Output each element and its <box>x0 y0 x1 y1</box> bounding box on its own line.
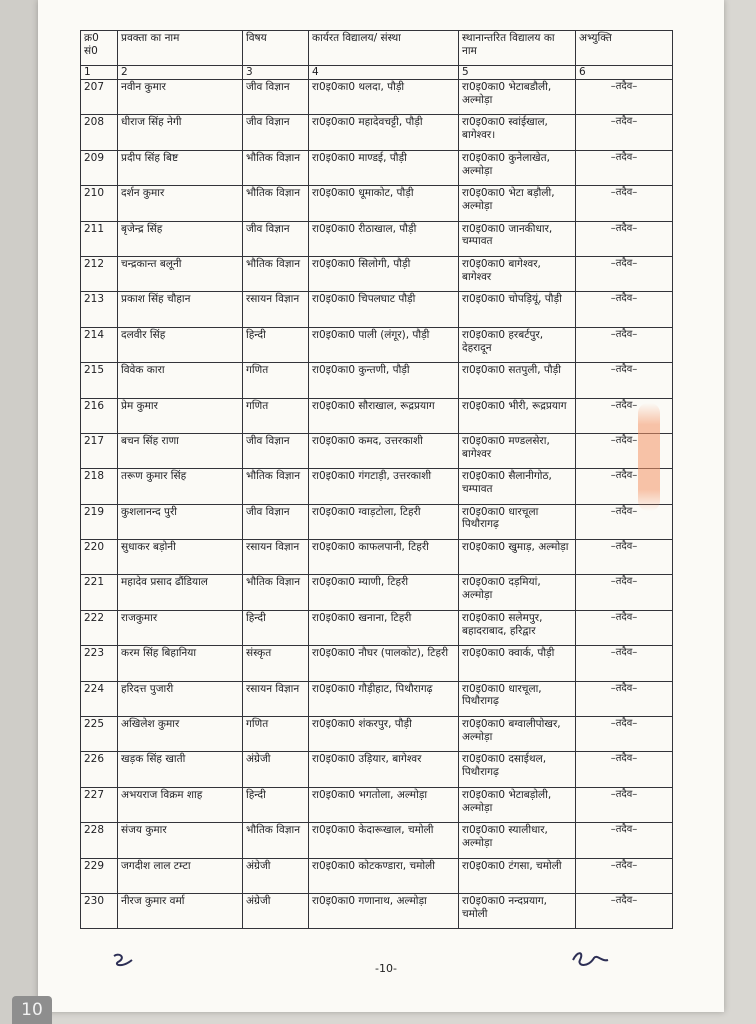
cell-transferred-school: रा0इ0का0 धारचूला, पिथौरागढ़ <box>459 681 576 716</box>
cell-remark: –तदैव– <box>576 115 673 150</box>
cell-current-school: रा0इ0का0 नौघर (पालकोट), टिहरी <box>309 646 459 681</box>
cell-name: जगदीश लाल टम्टा <box>118 858 243 893</box>
cell-subject: रसायन विज्ञान <box>243 540 309 575</box>
cell-current-school: रा0इ0का0 रीठाखाल, पौड़ी <box>309 221 459 256</box>
header-remarks: अभ्युक्ति <box>576 31 673 66</box>
cell-subject: अंग्रेजी <box>243 893 309 928</box>
cell-transferred-school: रा0इ0का0 चोपड़ियूं, पौड़ी <box>459 292 576 327</box>
cell-transferred-school: रा0इ0का0 स्यालीधार, अल्मोड़ा <box>459 823 576 858</box>
cell-subject: भौतिक विज्ञान <box>243 186 309 221</box>
header-name: प्रवक्ता का नाम <box>118 31 243 66</box>
cell-name: चन्द्रकान्त बलूनी <box>118 256 243 291</box>
cell-sno: 223 <box>81 646 118 681</box>
cell-current-school: रा0इ0का0 महादेवचट्टी, पौड़ी <box>309 115 459 150</box>
cell-subject: गणित <box>243 398 309 433</box>
cell-name: प्रकाश सिंह चौहान <box>118 292 243 327</box>
left-signature-mark <box>110 950 138 977</box>
cell-transferred-school: रा0इ0का0 सतपुली, पौड़ी <box>459 363 576 398</box>
cell-remark: –तदैव– <box>576 717 673 752</box>
cell-current-school: रा0इ0का0 धूमाकोट, पौड़ी <box>309 186 459 221</box>
cell-subject: हिन्दी <box>243 327 309 362</box>
cell-remark: –तदैव– <box>576 398 673 433</box>
cell-subject: गणित <box>243 717 309 752</box>
cell-remark: –तदैव– <box>576 858 673 893</box>
highlighter-mark <box>638 403 660 511</box>
cell-current-school: रा0इ0का0 खनाना, टिहरी <box>309 610 459 645</box>
cell-name: अखिलेश कुमार <box>118 717 243 752</box>
table-row <box>81 752 673 787</box>
cell-sno: 216 <box>81 398 118 433</box>
col-number: 2 <box>118 66 243 80</box>
table-row <box>81 433 673 468</box>
cell-name: प्रदीप सिंह बिष्ट <box>118 150 243 185</box>
cell-remark: –तदैव– <box>576 575 673 610</box>
cell-transferred-school: रा0इ0का0 भेटा बड़ौली, अल्मोड़ा <box>459 186 576 221</box>
column-number-row <box>81 66 673 80</box>
cell-sno: 230 <box>81 893 118 928</box>
cell-current-school: रा0इ0का0 थलदा, पौड़ी <box>309 80 459 115</box>
cell-remark: –तदैव– <box>576 504 673 539</box>
cell-remark: –तदैव– <box>576 469 673 504</box>
cell-sno: 226 <box>81 752 118 787</box>
cell-name: दर्शन कुमार <box>118 186 243 221</box>
cell-sno: 224 <box>81 681 118 716</box>
cell-name: दलवीर सिंह <box>118 327 243 362</box>
col-number: 3 <box>243 66 309 80</box>
cell-current-school: रा0इ0का0 कोटकण्डारा, चमोली <box>309 858 459 893</box>
table-row <box>81 292 673 327</box>
cell-remark: –तदैव– <box>576 292 673 327</box>
cell-sno: 227 <box>81 787 118 822</box>
cell-subject: संस्कृत <box>243 646 309 681</box>
table-row <box>81 717 673 752</box>
cell-subject: भौतिक विज्ञान <box>243 150 309 185</box>
cell-sno: 215 <box>81 363 118 398</box>
cell-subject: भौतिक विज्ञान <box>243 256 309 291</box>
cell-current-school: रा0इ0का0 गंगटाड़ी, उत्तरकाशी <box>309 469 459 504</box>
table-row <box>81 363 673 398</box>
cell-sno: 217 <box>81 433 118 468</box>
cell-transferred-school: रा0इ0का0 भेटाबडौली, अल्मोड़ा <box>459 80 576 115</box>
cell-subject: रसायन विज्ञान <box>243 292 309 327</box>
table-row <box>81 540 673 575</box>
transfer-table <box>80 30 673 929</box>
cell-name: महादेव प्रसाद ढौंडियाल <box>118 575 243 610</box>
cell-remark: –तदैव– <box>576 646 673 681</box>
cell-name: धीराज सिंह नेगी <box>118 115 243 150</box>
cell-current-school: रा0इ0का0 उड़ियार, बागेश्वर <box>309 752 459 787</box>
cell-subject: भौतिक विज्ञान <box>243 575 309 610</box>
cell-subject: भौतिक विज्ञान <box>243 823 309 858</box>
cell-subject: रसायन विज्ञान <box>243 681 309 716</box>
cell-current-school: रा0इ0का0 म्याणी, टिहरी <box>309 575 459 610</box>
cell-remark: –तदैव– <box>576 681 673 716</box>
table-row <box>81 681 673 716</box>
photo-background <box>0 0 38 1024</box>
table-row <box>81 610 673 645</box>
cell-transferred-school: रा0इ0का0 सलेमपुर, बहादराबाद, हरिद्वार <box>459 610 576 645</box>
cell-subject: जीव विज्ञान <box>243 433 309 468</box>
cell-remark: –तदैव– <box>576 256 673 291</box>
cell-current-school: रा0इ0का0 पाली (लंगूर), पौड़ी <box>309 327 459 362</box>
table-row <box>81 893 673 928</box>
cell-name: बचन सिंह राणा <box>118 433 243 468</box>
cell-name: राजकुमार <box>118 610 243 645</box>
cell-current-school: रा0इ0का0 केदारूखाल, चमोली <box>309 823 459 858</box>
cell-name: प्रेम कुमार <box>118 398 243 433</box>
cell-transferred-school: रा0इ0का0 क्वार्क, पौड़ी <box>459 646 576 681</box>
table-row <box>81 398 673 433</box>
cell-subject: जीव विज्ञान <box>243 115 309 150</box>
cell-transferred-school: रा0इ0का0 बागेश्वर, बागेश्वर <box>459 256 576 291</box>
cell-subject: अंग्रेजी <box>243 752 309 787</box>
cell-name: संजय कुमार <box>118 823 243 858</box>
cell-sno: 214 <box>81 327 118 362</box>
cell-transferred-school: रा0इ0का0 मण्डलसेरा, बागेश्वर <box>459 433 576 468</box>
cell-sno: 222 <box>81 610 118 645</box>
table-row <box>81 256 673 291</box>
cell-current-school: रा0इ0का0 गणानाथ, अल्मोड़ा <box>309 893 459 928</box>
cell-transferred-school: रा0इ0का0 धारचूला पिथौरागढ़ <box>459 504 576 539</box>
cell-remark: –तदैव– <box>576 433 673 468</box>
header-transferred-school: स्थानान्तरित विद्यालय का नाम <box>459 31 576 66</box>
table-row <box>81 646 673 681</box>
cell-transferred-school: रा0इ0का0 भेटाबड़ोली, अल्मोड़ा <box>459 787 576 822</box>
cell-subject: जीव विज्ञान <box>243 504 309 539</box>
cell-transferred-school: रा0इ0का0 खुमाड़, अल्मोड़ा <box>459 540 576 575</box>
header-sno: क्र0 सं0 <box>81 31 118 66</box>
col-number: 4 <box>309 66 459 80</box>
cell-name: खड़क सिंह खाती <box>118 752 243 787</box>
cell-transferred-school: रा0इ0का0 बग्वालीपोखर, अल्मोड़ा <box>459 717 576 752</box>
cell-sno: 207 <box>81 80 118 115</box>
cell-subject: गणित <box>243 363 309 398</box>
table-row <box>81 858 673 893</box>
photo-index-badge[interactable]: 10 <box>12 996 52 1024</box>
cell-name: सुधाकर बड़ोनी <box>118 540 243 575</box>
cell-current-school: रा0इ0का0 गौड़ीहाट, पिथौरागढ़ <box>309 681 459 716</box>
cell-current-school: रा0इ0का0 माण्डई, पौड़ी <box>309 150 459 185</box>
page-number: -10- <box>375 962 397 975</box>
cell-current-school: रा0इ0का0 शंकरपुर, पौड़ी <box>309 717 459 752</box>
cell-transferred-school: रा0इ0का0 भीरी, रूद्रप्रयाग <box>459 398 576 433</box>
cell-current-school: रा0इ0का0 चिपलघाट पौड़ी <box>309 292 459 327</box>
table-row <box>81 787 673 822</box>
col-number: 6 <box>576 66 673 80</box>
cell-transferred-school: रा0इ0का0 टंगसा, चमोली <box>459 858 576 893</box>
cell-name: विवेक कारा <box>118 363 243 398</box>
cell-sno: 220 <box>81 540 118 575</box>
cell-remark: –तदैव– <box>576 327 673 362</box>
cell-transferred-school: रा0इ0का0 सैलानीगोठ, चम्पावत <box>459 469 576 504</box>
cell-name: तरूण कुमार सिंह <box>118 469 243 504</box>
table-row <box>81 327 673 362</box>
cell-current-school: रा0इ0का0 सिलोगी, पौड़ी <box>309 256 459 291</box>
cell-transferred-school: रा0इ0का0 नन्दप्रयाग, चमोली <box>459 893 576 928</box>
cell-subject: हिन्दी <box>243 610 309 645</box>
cell-sno: 208 <box>81 115 118 150</box>
cell-name: कुशलानन्द पुरी <box>118 504 243 539</box>
cell-subject: अंग्रेजी <box>243 858 309 893</box>
cell-name: बृजेन्द्र सिंह <box>118 221 243 256</box>
cell-remark: –तदैव– <box>576 787 673 822</box>
cell-sno: 221 <box>81 575 118 610</box>
table-row <box>81 504 673 539</box>
table-row <box>81 150 673 185</box>
cell-sno: 218 <box>81 469 118 504</box>
table-row <box>81 221 673 256</box>
cell-name: हरिदत्त पुजारी <box>118 681 243 716</box>
cell-transferred-school: रा0इ0का0 जानकीधार, चम्पावत <box>459 221 576 256</box>
cell-sno: 213 <box>81 292 118 327</box>
cell-subject: जीव विज्ञान <box>243 80 309 115</box>
cell-subject: भौतिक विज्ञान <box>243 469 309 504</box>
cell-sno: 219 <box>81 504 118 539</box>
cell-remark: –तदैव– <box>576 150 673 185</box>
cell-remark: –तदैव– <box>576 80 673 115</box>
cell-remark: –तदैव– <box>576 221 673 256</box>
cell-sno: 225 <box>81 717 118 752</box>
table-row <box>81 575 673 610</box>
cell-current-school: रा0इ0का0 कुन्तणी, पौड़ी <box>309 363 459 398</box>
right-signature-mark <box>570 948 610 977</box>
cell-remark: –तदैव– <box>576 823 673 858</box>
cell-name: नीरज कुमार वर्मा <box>118 893 243 928</box>
table-row <box>81 186 673 221</box>
cell-sno: 228 <box>81 823 118 858</box>
cell-subject: जीव विज्ञान <box>243 221 309 256</box>
cell-transferred-school: रा0इ0का0 हरबर्टपुर, देहरादून <box>459 327 576 362</box>
cell-name: करम सिंह बिहानिया <box>118 646 243 681</box>
table-row <box>81 80 673 115</box>
col-number: 5 <box>459 66 576 80</box>
cell-transferred-school: रा0इ0का0 स्वांईखाल, बागेश्वर। <box>459 115 576 150</box>
cell-transferred-school: रा0इ0का0 दड़मियां, अल्मोड़ा <box>459 575 576 610</box>
cell-name: नवीन कुमार <box>118 80 243 115</box>
cell-subject: हिन्दी <box>243 787 309 822</box>
cell-current-school: रा0इ0का0 भगतोला, अल्मोड़ा <box>309 787 459 822</box>
cell-remark: –तदैव– <box>576 610 673 645</box>
table-row <box>81 469 673 504</box>
cell-sno: 229 <box>81 858 118 893</box>
cell-current-school: रा0इ0का0 काफलपानी, टिहरी <box>309 540 459 575</box>
cell-remark: –तदैव– <box>576 893 673 928</box>
col-number: 1 <box>81 66 118 80</box>
table-row <box>81 823 673 858</box>
cell-remark: –तदैव– <box>576 752 673 787</box>
cell-sno: 209 <box>81 150 118 185</box>
cell-current-school: रा0इ0का0 ग्वाड़टोला, टिहरी <box>309 504 459 539</box>
header-subject: विषय <box>243 31 309 66</box>
cell-transferred-school: रा0इ0का0 कुनेलाखेत, अल्मोड़ा <box>459 150 576 185</box>
cell-sno: 210 <box>81 186 118 221</box>
header-current-school: कार्यरत विद्यालय/ संस्था <box>309 31 459 66</box>
table-header-row <box>81 31 673 66</box>
cell-sno: 211 <box>81 221 118 256</box>
cell-sno: 212 <box>81 256 118 291</box>
cell-remark: –तदैव– <box>576 363 673 398</box>
cell-name: अभयराज विक्रम शाह <box>118 787 243 822</box>
cell-current-school: रा0इ0का0 सौराखाल, रूद्रप्रयाग <box>309 398 459 433</box>
cell-current-school: रा0इ0का0 कमद, उत्तरकाशी <box>309 433 459 468</box>
cell-remark: –तदैव– <box>576 186 673 221</box>
cell-transferred-school: रा0इ0का0 दसाईथल, पिथौरागढ़ <box>459 752 576 787</box>
cell-remark: –तदैव– <box>576 540 673 575</box>
table-row <box>81 115 673 150</box>
